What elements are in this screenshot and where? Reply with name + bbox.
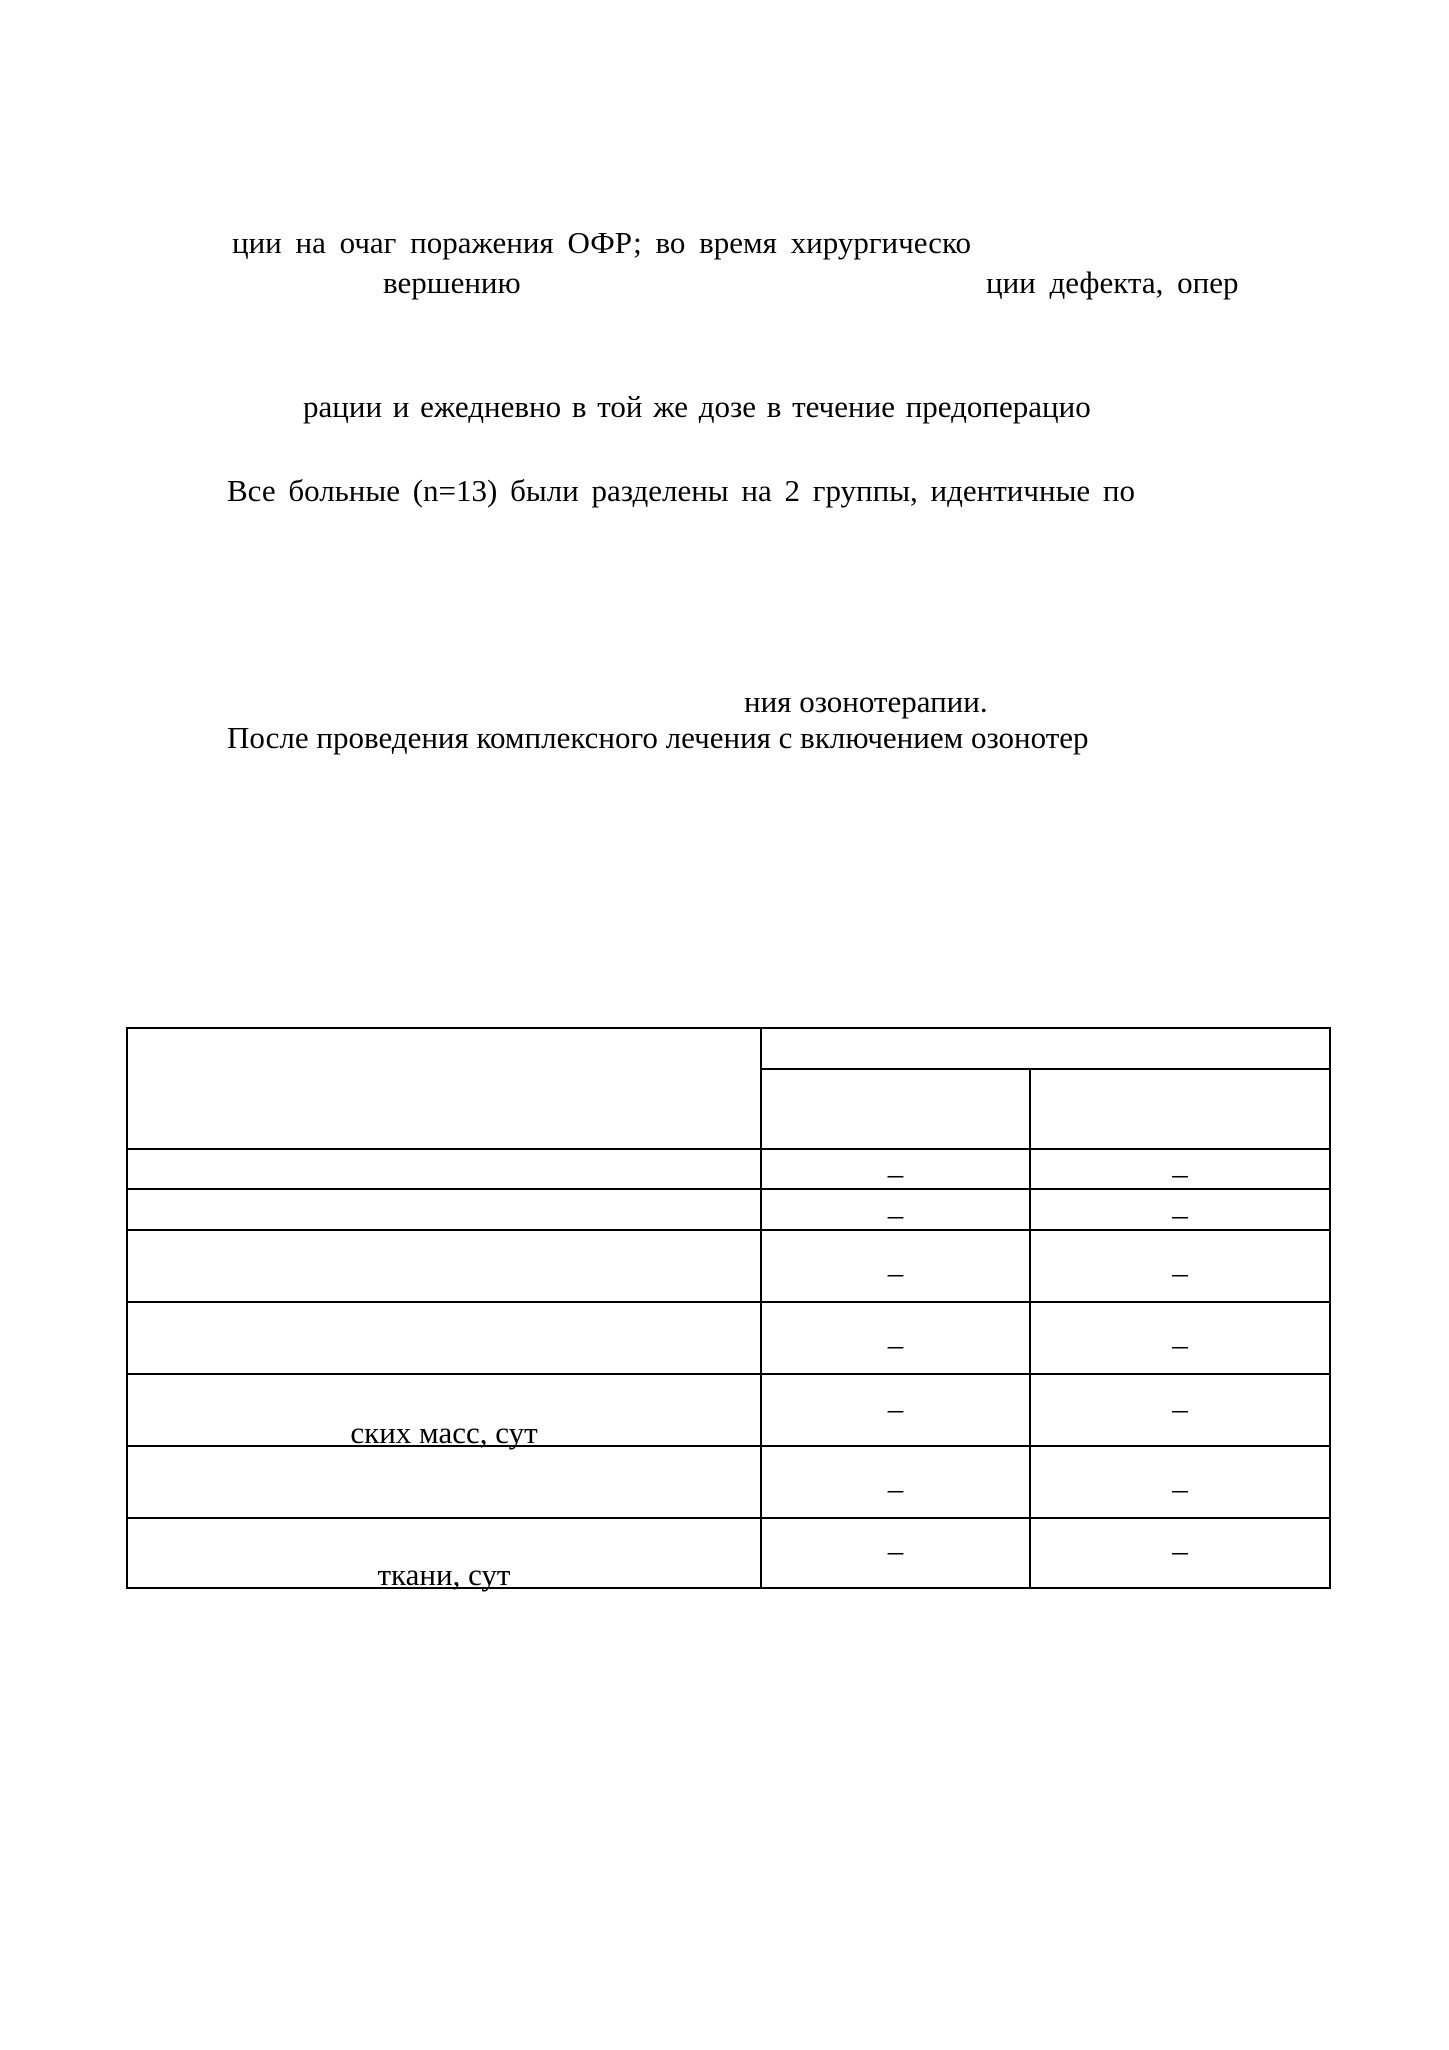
table-row-label: ткани, сут bbox=[127, 1518, 761, 1588]
table-row bbox=[127, 1189, 1330, 1230]
table-row-label bbox=[127, 1189, 761, 1230]
table-header-parameter bbox=[127, 1028, 761, 1149]
table-row-label bbox=[127, 1302, 761, 1374]
table-row bbox=[127, 1302, 1330, 1374]
table-cell-group-2: – bbox=[1030, 1149, 1330, 1189]
paragraph-line-6: После проведения комплексного лечения с включением озонотер bbox=[227, 720, 1089, 755]
table-row-label bbox=[127, 1230, 761, 1302]
table-row bbox=[127, 1230, 1330, 1302]
table-row-label bbox=[127, 1446, 761, 1518]
table-cell-group-2: – bbox=[1030, 1446, 1330, 1518]
paragraph-line-2a: вершению bbox=[383, 265, 521, 300]
table-cell-group-1: – bbox=[761, 1302, 1030, 1374]
table-cell-group-2: – bbox=[1030, 1374, 1330, 1446]
table-header-row-1 bbox=[127, 1028, 1330, 1069]
table-row bbox=[127, 1374, 1330, 1446]
table-row-label: ских масс, сут bbox=[127, 1374, 761, 1446]
table-header-group-1 bbox=[761, 1069, 1030, 1149]
table-cell-group-2: – bbox=[1030, 1518, 1330, 1588]
table-row bbox=[127, 1446, 1330, 1518]
paragraph-line-4: Все больные (n=13) были разделены на 2 группы, идентичные по bbox=[227, 473, 1136, 508]
table-cell-group-2: – bbox=[1030, 1230, 1330, 1302]
table-cell-group-2: – bbox=[1030, 1189, 1330, 1230]
table-cell-group-1: – bbox=[761, 1189, 1030, 1230]
table-cell-group-1: – bbox=[761, 1149, 1030, 1189]
paragraph-line-3: рации и ежедневно в той же дозе в течение предоперацио bbox=[303, 389, 1091, 424]
table-cell-group-1: – bbox=[761, 1446, 1030, 1518]
table-cell-group-1: – bbox=[761, 1518, 1030, 1588]
paragraph-line-2b: ции дефекта, опер bbox=[986, 265, 1239, 300]
table-header-groups bbox=[761, 1028, 1330, 1069]
paragraph-line-1: ции на очаг поражения ОФР; во время хирургическо bbox=[232, 225, 972, 260]
table-cell-group-1: – bbox=[761, 1230, 1030, 1302]
table-cell-group-1: – bbox=[761, 1374, 1030, 1446]
table-row bbox=[127, 1149, 1330, 1189]
table-header-group-2 bbox=[1030, 1069, 1330, 1149]
table-row bbox=[127, 1518, 1330, 1588]
table-row-label bbox=[127, 1149, 761, 1189]
table-cell-group-2: – bbox=[1030, 1302, 1330, 1374]
results-table bbox=[126, 1027, 1331, 1592]
paragraph-line-5: ния озонотерапии. bbox=[744, 684, 988, 719]
